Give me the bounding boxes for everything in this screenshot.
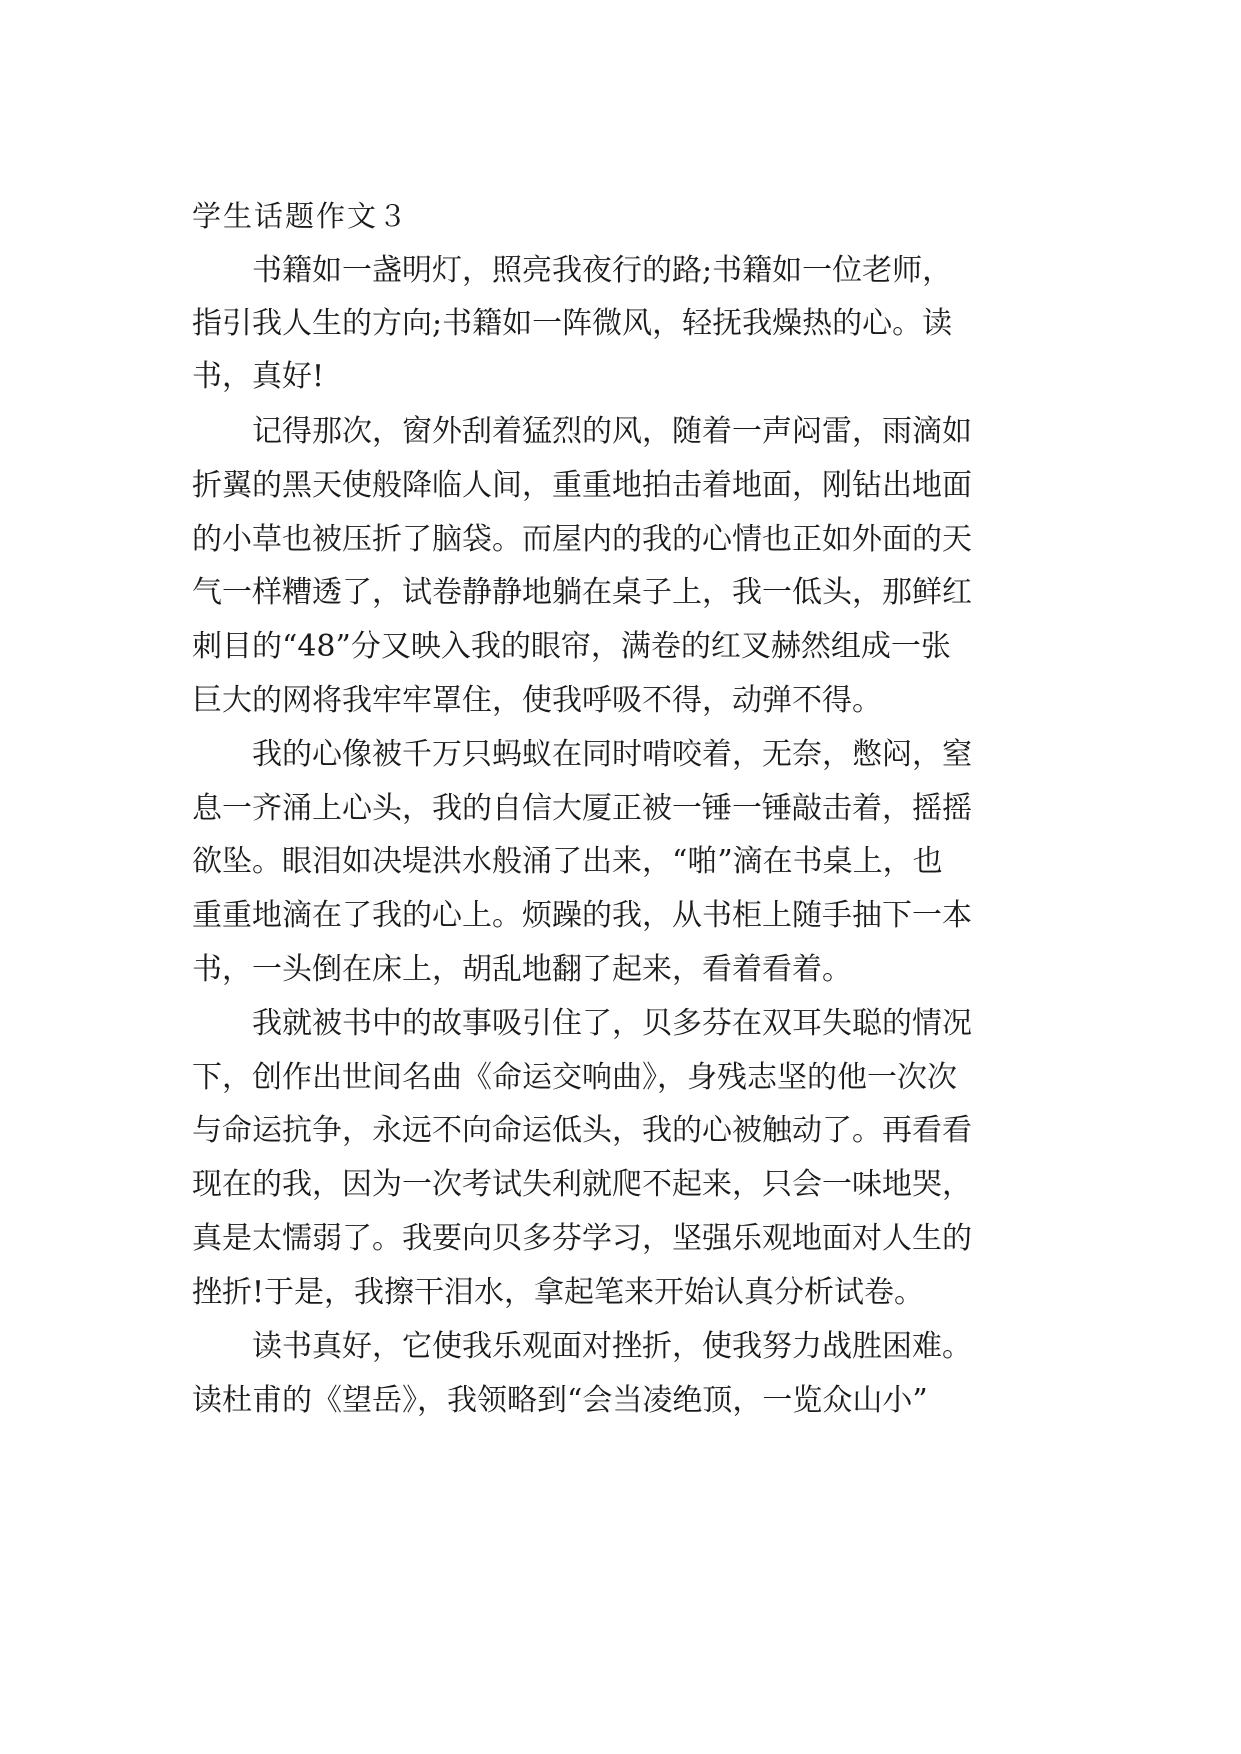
text-line: 巨大的网将我牢牢罩住，使我呼吸不得，动弹不得。 (192, 683, 882, 718)
text-line: 重重地滴在了我的心上。烦躁的我，从书柜上随手抽下一本 (192, 898, 972, 933)
text-line: 气一样糟透了，试卷静静地躺在桌子上，我一低头，那鲜红 (192, 575, 972, 610)
text-line: 刺目的“48”分又映入我的眼帘，满卷的红叉赫然组成一张 (192, 629, 951, 664)
text-line: 记得那次，窗外刮着猛烈的风，随着一声闷雷，雨滴如 (252, 414, 972, 449)
document-title: 学生话题作文３ (192, 199, 410, 233)
text-line: 挫折!于是，我擦干泪水，拿起笔来开始认真分析试卷。 (192, 1275, 925, 1310)
text-line: 读书真好，它使我乐观面对挫折，使我努力战胜困难。 (252, 1329, 972, 1364)
text-line: 读杜甫的《望岳》，我领略到“会当凌绝顶，一览众山小” (192, 1383, 928, 1418)
text-line: 我的心像被千万只蚂蚁在同时啃咬着，无奈，憋闷，窒 (252, 737, 972, 772)
text-line: 书，一头倒在床上，胡乱地翻了起来，看着看着。 (192, 952, 852, 987)
text-line: 书籍如一盏明灯，照亮我夜行的路;书籍如一位老师， (252, 253, 953, 288)
text-line: 我就被书中的故事吸引住了，贝多芬在双耳失聪的情况 (252, 1006, 972, 1041)
text-line: 息一齐涌上心头，我的自信大厦正被一锤一锤敲击着，摇摇 (192, 791, 972, 826)
text-line: 下，创作出世间名曲《命运交响曲》，身残志坚的他一次次 (192, 1060, 957, 1095)
text-line: 指引我人生的方向;书籍如一阵微风，轻抚我燥热的心。读 (192, 306, 953, 341)
text-line: 折翼的黑天使般降临人间，重重地拍击着地面，刚钻出地面 (192, 468, 972, 503)
text-line: 的小草也被压折了脑袋。而屋内的我的心情也正如外面的天 (192, 522, 972, 557)
text-line: 与命运抗争，永远不向命运低头，我的心被触动了。再看看 (192, 1113, 972, 1148)
text-line: 书，真好! (192, 359, 325, 394)
text-line: 欲坠。眼泪如决堤洪水般涌了出来，“啪”滴在书桌上，也 (192, 844, 943, 879)
text-line: 真是太懦弱了。我要向贝多芬学习，坚强乐观地面对人生的 (192, 1221, 972, 1256)
text-line: 现在的我，因为一次考试失利就爬不起来，只会一味地哭， (192, 1167, 972, 1202)
